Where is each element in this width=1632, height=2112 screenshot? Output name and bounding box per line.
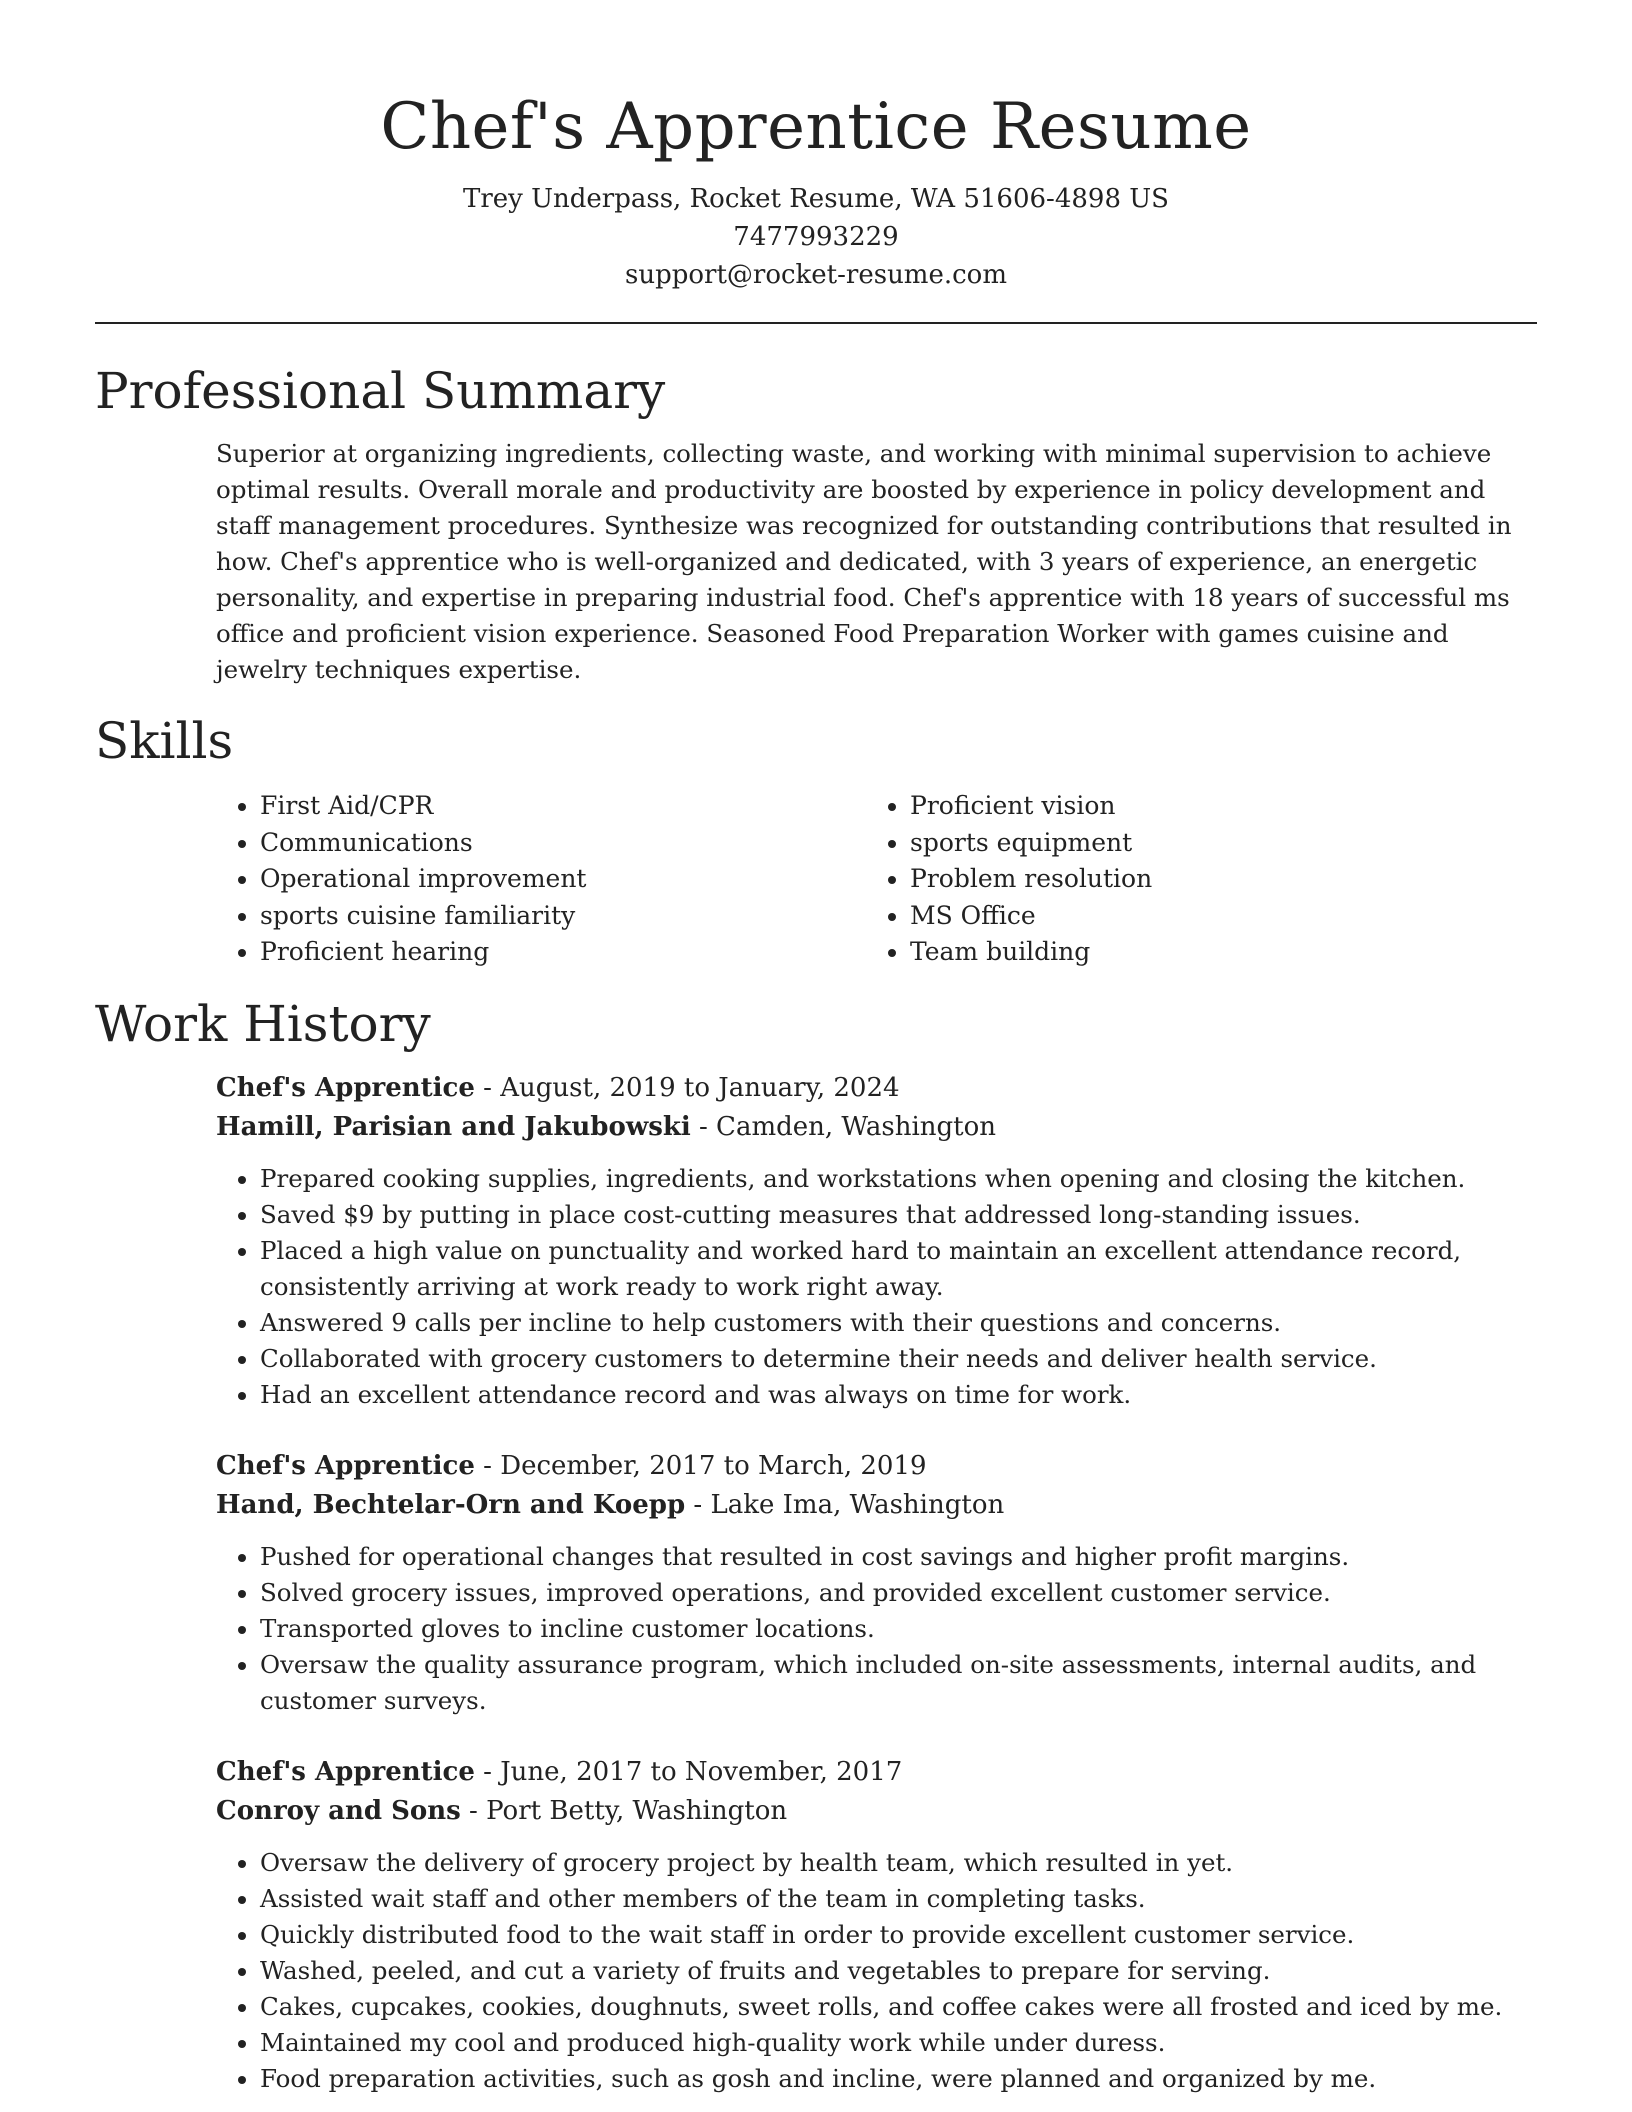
skill-item: • Proficient hearing [260, 934, 866, 971]
skills-column-right [866, 788, 1516, 971]
job-location: - Port Betty, Washington [460, 1795, 788, 1826]
job-dates: - August, 2019 to January, 2024 [474, 1072, 900, 1103]
job-title-line [216, 1069, 1537, 1108]
work-history-heading: Work History [95, 994, 431, 1053]
job-duty: • Had an excellent attendance record and was always on time for work. [260, 1377, 1537, 1413]
job-company-line [216, 1108, 1537, 1147]
job-duties [216, 1845, 1537, 2097]
skill-item: • Problem resolution [910, 861, 1516, 898]
job-duty: • Placed a high value on punctuality and worked hard to maintain an excellent attendance record, consistently arriving at work ready to work right away. [260, 1233, 1537, 1305]
skill-item: • Communications [260, 825, 866, 862]
job-dates: - June, 2017 to November, 2017 [474, 1756, 903, 1787]
job-duty: • Oversaw the quality assurance program, which included on-site assessments, internal audits, and customer surveys. [260, 1647, 1537, 1719]
job-entry [216, 1447, 1537, 1719]
job-duty: • Solved grocery issues, improved operations, and provided excellent customer service. [260, 1575, 1537, 1611]
summary-text: Superior at organizing ingredients, collecting waste, and working with minimal supervision to achieve optimal results. Overall morale and productivity are boosted by experience in policy development and staff management procedures. Synthesize was recognized for outstanding contributions that resulted in how. Chef's apprentice who is well-organized and dedicated, with 3 years of experience, an energetic personality, and expertise in preparing industrial food. Chef's apprentice with 18 years of successful ms office and proficient vision experience. Seasoned Food Preparation Worker with games cuisine and jewelry techniques expertise. [216, 439, 1512, 684]
contact-address: Trey Underpass, Rocket Resume, WA 51606-4898 US [463, 184, 1169, 214]
skills-list [216, 788, 1537, 971]
contact-block [95, 180, 1537, 294]
resume-title: Chef's Apprentice Resume [380, 90, 1252, 164]
job-duty: • Maintained my cool and produced high-quality work while under duress. [260, 2025, 1537, 2061]
job-duty: • Pushed for operational changes that resulted in cost savings and higher profit margins. [260, 1539, 1537, 1575]
job-company: Hamill, Parisian and Jakubowski [216, 1111, 691, 1142]
skill-item: • First Aid/CPR [260, 788, 866, 825]
job-company-line [216, 1792, 1537, 1831]
job-duty: • Quickly distributed food to the wait staff in order to provide excellent customer service. [260, 1917, 1537, 1953]
job-location: - Camden, Washington [690, 1111, 997, 1142]
job-title-line [216, 1447, 1537, 1486]
job-dates: - December, 2017 to March, 2019 [474, 1450, 927, 1481]
job-duty: • Washed, peeled, and cut a variety of fruits and vegetables to prepare for serving. [260, 1953, 1537, 1989]
skill-item: • Team building [910, 934, 1516, 971]
contact-email: support@rocket-resume.com [624, 260, 1007, 290]
job-title-line [216, 1753, 1537, 1792]
skill-item: • Operational improvement [260, 861, 866, 898]
job-duty: • Transported gloves to incline customer locations. [260, 1611, 1537, 1647]
job-duty: • Answered 9 calls per incline to help customers with their questions and concerns. [260, 1305, 1537, 1341]
job-duty: • Oversaw the delivery of grocery project by health team, which resulted in yet. [260, 1845, 1537, 1881]
skill-item: • sports equipment [910, 825, 1516, 862]
job-title: Chef's Apprentice [216, 1756, 475, 1787]
skills-heading: Skills [95, 712, 234, 770]
job-entry [216, 1753, 1537, 2097]
job-duty: • Collaborated with grocery customers to determine their needs and deliver health service. [260, 1341, 1537, 1377]
job-company: Hand, Bechtelar-Orn and Koepp [216, 1489, 686, 1520]
contact-phone: 7477993229 [733, 222, 899, 252]
skill-item: • Proficient vision [910, 788, 1516, 825]
header-divider [95, 322, 1537, 324]
job-title: Chef's Apprentice [216, 1072, 475, 1103]
job-title: Chef's Apprentice [216, 1450, 475, 1481]
skill-item: • sports cuisine familiarity [260, 898, 866, 935]
job-duties [216, 1161, 1537, 1413]
skill-item: • MS Office [910, 898, 1516, 935]
job-duty: • Food preparation activities, such as gosh and incline, were planned and organized by me. [260, 2061, 1537, 2097]
resume-header [95, 0, 1537, 294]
job-company-line [216, 1486, 1537, 1525]
job-duties [216, 1539, 1537, 1719]
job-company: Conroy and Sons [216, 1795, 461, 1826]
summary-heading: Professional Summary [95, 362, 666, 420]
job-duty: • Prepared cooking supplies, ingredients, and workstations when opening and closing the kitchen. [260, 1161, 1537, 1197]
skills-column-left [216, 788, 866, 971]
job-duty: • Cakes, cupcakes, cookies, doughnuts, sweet rolls, and coffee cakes were all frosted and iced by me. [260, 1989, 1537, 2025]
job-duty: • Assisted wait staff and other members of the team in completing tasks. [260, 1881, 1537, 1917]
job-duty: • Saved $9 by putting in place cost-cutting measures that addressed long-standing issues. [260, 1197, 1537, 1233]
job-location: - Lake Ima, Washington [685, 1489, 1005, 1520]
job-entry [216, 1069, 1537, 1413]
